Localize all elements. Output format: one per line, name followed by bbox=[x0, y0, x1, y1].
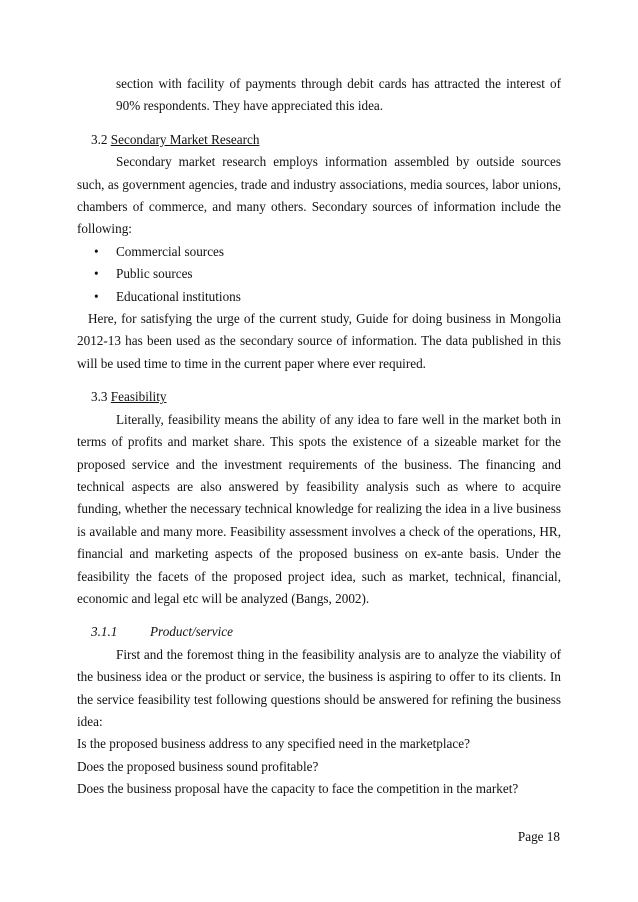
question-line: Does the business proposal have the capacity to face the competition in the market? bbox=[77, 781, 519, 797]
section-number: 3.3 bbox=[91, 389, 108, 405]
subsection-title: Product/service bbox=[150, 624, 234, 640]
feasibility-body: Literally, feasibility means the ability of any idea to fare well in the market both in terms of profits and market share. This spots the existence of a sizeable market for the proposed service and the investment requirements of the business. The financing and technical aspects are also answered by feasibility analysis such as where to acquire funding, whether the necessary technical knowledge for realizing the idea in a live business is available and many more. Feasibility assessment involves a check of the operations, HR, financial and marketing aspects of the proposed business on ex-ante basis. Under the feasibility the facets of the proposed project idea, such as market, technical, financial, economic and legal etc will be analyzed (Bangs, 2002). bbox=[77, 411, 561, 606]
section-heading-3-3 bbox=[77, 386, 561, 408]
list-item: • Public sources bbox=[77, 263, 561, 285]
section-heading-3-2 bbox=[77, 129, 561, 151]
section-number: 3.2 bbox=[91, 131, 108, 147]
subsection-number: 3.1.1 bbox=[91, 624, 118, 640]
continuation-paragraph: section with facility of payments through debit cards has attracted the interest of 90% respondents. They have appreciated this idea. bbox=[116, 76, 561, 114]
secondary-sources-list bbox=[77, 241, 561, 308]
secondary-research-intro: Secondary market research employs information assembled by outside sources such, as government agencies, trade and industry associations, media sources, labor unions, chambers of commerce, and many others. Secondary sources of information include the following: bbox=[77, 154, 561, 237]
page-content bbox=[77, 73, 561, 801]
list-item: • Commercial sources bbox=[77, 241, 561, 263]
product-service-body: First and the foremost thing in the feasibility analysis are to analyze the viability of the business idea or the product or service, the business is aspiring to offer to its clients. In the service feasibility test following questions should be answered for refining the business idea: bbox=[77, 646, 561, 729]
secondary-research-closing: Here, for satisfying the urge of the current study, Guide for doing business in Mongolia 2012-13 has been used as the secondary source of information. The data published in this will be used time to time in the current paper where ever required. bbox=[77, 311, 561, 371]
subsection-heading-3-1-1 bbox=[77, 621, 561, 643]
question-line: Is the proposed business address to any specified need in the marketplace? bbox=[77, 736, 470, 752]
section-title: Feasibility bbox=[110, 389, 167, 405]
section-title: Secondary Market Research bbox=[110, 131, 260, 147]
page-number: Page 18 bbox=[517, 829, 560, 844]
list-item: • Educational institutions bbox=[77, 286, 561, 308]
question-line: Does the proposed business sound profitable? bbox=[77, 758, 319, 774]
